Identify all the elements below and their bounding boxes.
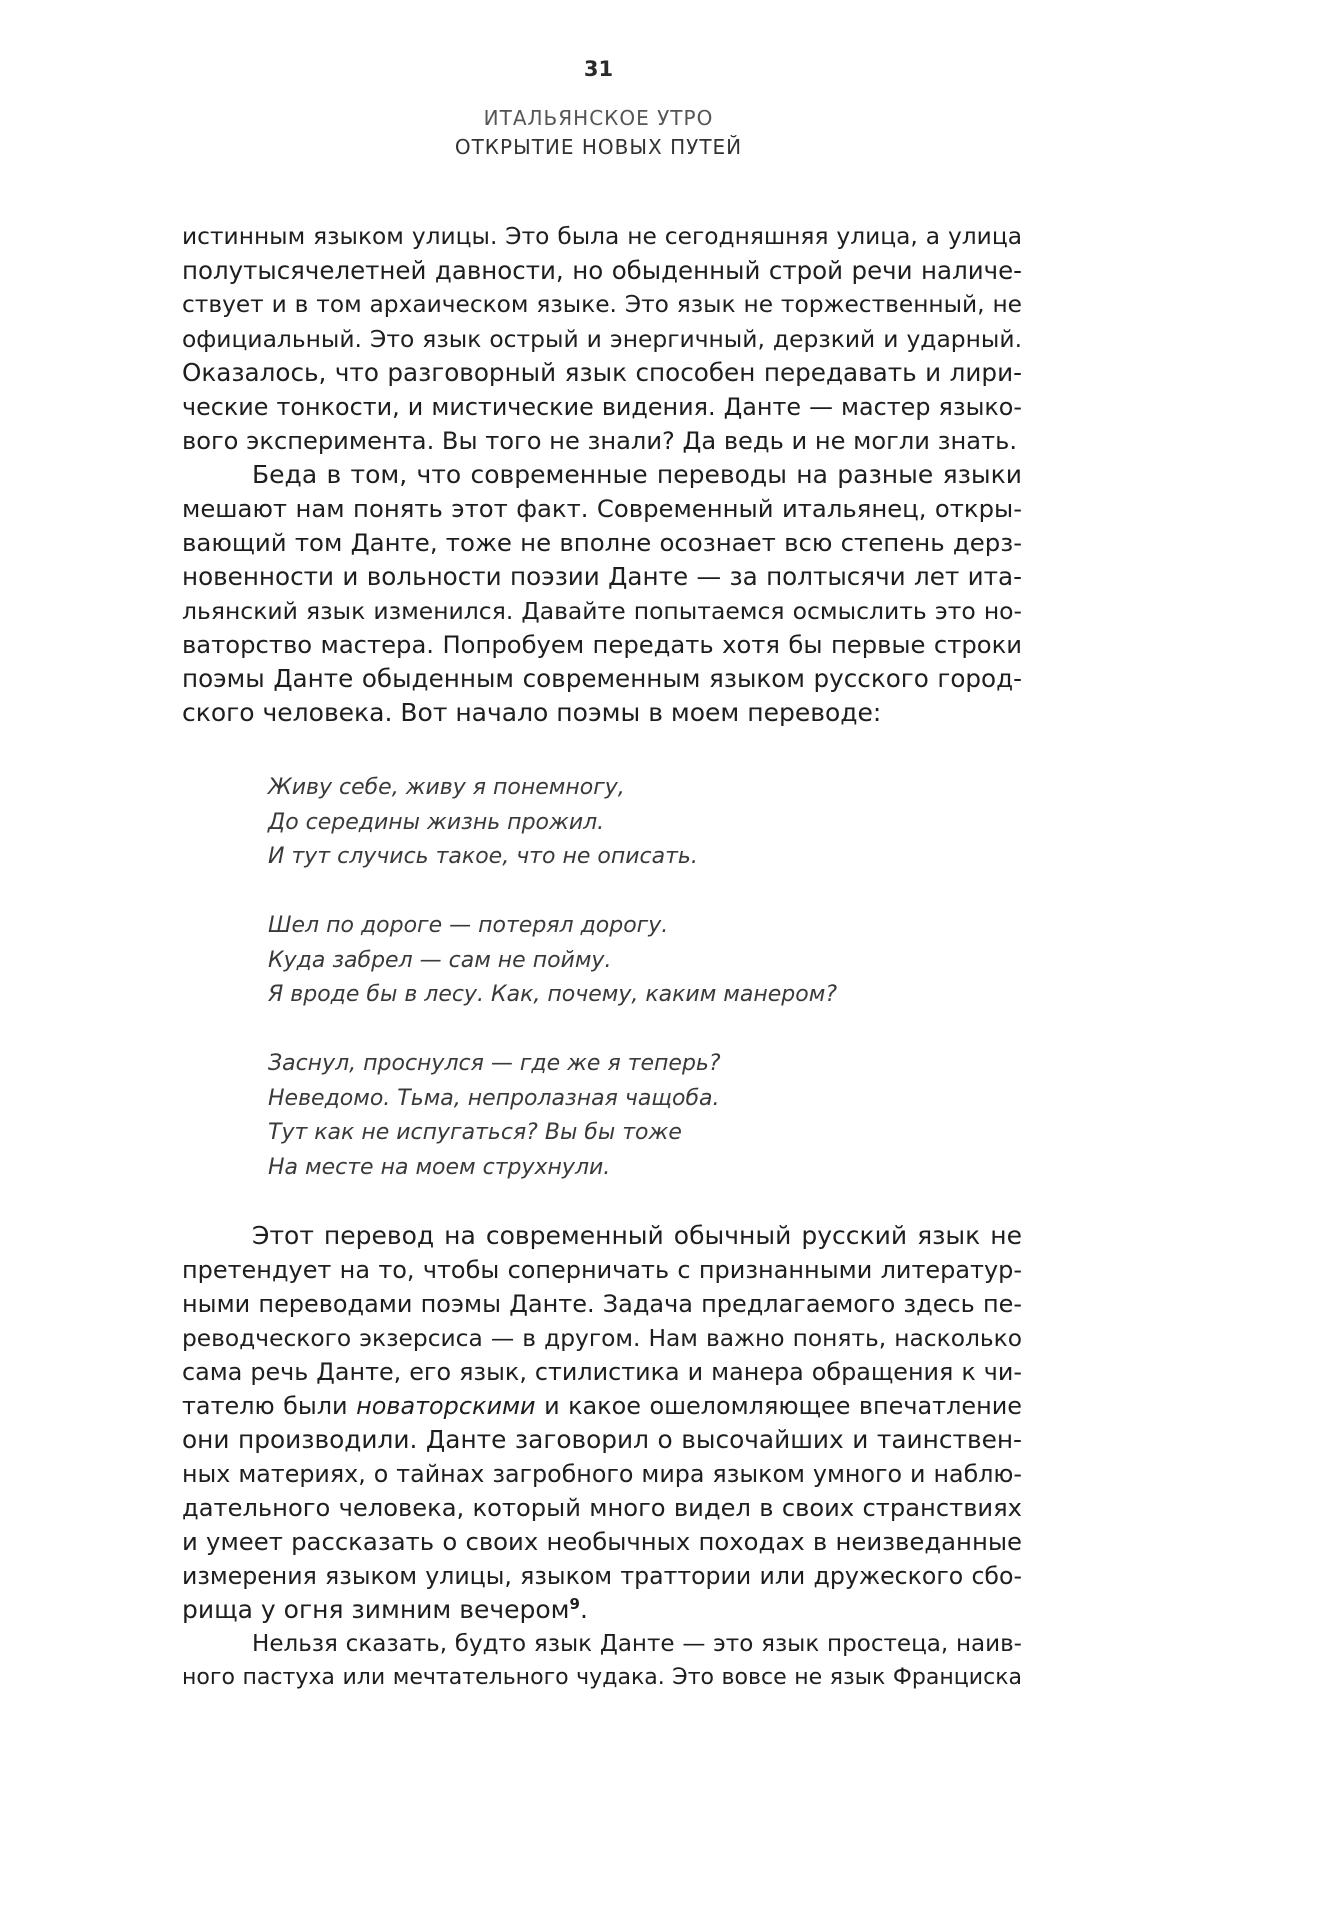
text-line: ными переводами поэмы Данте. Задача предлагаемого здесь пе-	[182, 1290, 1022, 1318]
text-line	[182, 1593, 1022, 1627]
running-head-section: ИТАЛЬЯНСКОЕ УТРО	[483, 106, 714, 130]
text-line: реводческого экзерсиса — в другом. Нам важно понять, насколько	[182, 1324, 1022, 1352]
text-line: ных материях, о тайнах загробного мира языком умного и наблю-	[182, 1460, 1022, 1488]
text-fragment: .	[579, 1595, 588, 1624]
text-line	[182, 1389, 1022, 1423]
text-line: Нельзя сказать, будто язык Данте — это язык простеца, наив-	[252, 1631, 1022, 1657]
poem-line: И тут случись такое, что не описать.	[268, 844, 698, 869]
text-fragment: рища у огня зимним вечером	[182, 1595, 570, 1624]
poem-line: Неведомо. Тьма, непролазная чащоба.	[268, 1085, 720, 1111]
poem-line: Живу себе, живу я понемногу,	[268, 775, 625, 800]
paragraph-2	[182, 458, 1022, 730]
running-head-chapter: ОТКРЫТИЕ НОВЫХ ПУТЕЙ	[454, 135, 743, 159]
poem-stanza-1	[268, 771, 698, 875]
text-line: вого эксперимента. Вы того не знали? Да ведь и не могли знать.	[182, 427, 1018, 455]
poem-line: На месте на моем струхнули.	[268, 1154, 611, 1180]
footnote-reference[interactable]: 9	[569, 1595, 580, 1613]
text-line: мешают нам понять этот факт. Современный итальянец, откры-	[182, 494, 1022, 523]
text-line: измерения языком улицы, языком траттории или дружеского сбо-	[182, 1562, 1022, 1590]
poem-line: Тут как не испугаться? Вы бы тоже	[268, 1120, 682, 1145]
text-line: ного пастуха или мечтательного чудака. Это вовсе не язык Франциска	[182, 1665, 1022, 1690]
poem-line: Куда забрел — сам не пойму.	[268, 947, 612, 973]
text-line: претендует на то, чтобы соперничать с признанными литератур-	[182, 1256, 1022, 1284]
poem-line: Шел по дороге — потерял дорогу.	[268, 913, 669, 938]
text-line: вающий том Данте, тоже не вполне осознает всю степень дерз-	[182, 528, 1022, 557]
text-line: Оказалось, что разговорный язык способен передавать и лири-	[182, 358, 1022, 387]
text-line: поэмы Данте обыденным современным языком русского город-	[182, 664, 1022, 693]
text-line: истинным языком улицы. Это была не сегодняшняя улица, а улица	[182, 223, 1022, 250]
text-line: ваторство мастера. Попробуем передать хотя бы первые строки	[182, 630, 1022, 659]
text-line: и умеет рассказать о своих необычных походах в неизведанные	[182, 1527, 1022, 1556]
text-line: Беда в том, что современные переводы на разные языки	[252, 460, 1022, 489]
poem-line: Заснул, проснулся — где же я теперь?	[268, 1051, 721, 1076]
text-line: дательного человека, который много видел в своих странствиях	[182, 1494, 1022, 1522]
poem-stanza-2	[268, 909, 837, 1013]
paragraph-4	[182, 1627, 1022, 1695]
poem-stanza-3	[268, 1047, 721, 1185]
text-line: ствует и в том архаическом языке. Это язык не торжественный, не	[182, 291, 1022, 318]
paragraph-3	[182, 1219, 1022, 1627]
text-line: сама речь Данте, его язык, стилистика и манера обращения к чи-	[182, 1358, 1022, 1386]
page-number: 31	[583, 57, 614, 81]
text-line: официальный. Это язык острый и энергичный, дерзкий и ударный.	[182, 325, 1022, 353]
poem-line: До середины жизнь прожил.	[268, 809, 605, 835]
text-line: льянский язык изменился. Давайте попытаемся осмыслить это но-	[182, 597, 1022, 625]
paragraph-1	[182, 220, 1022, 458]
emphasized-word: новаторскими	[356, 1392, 536, 1420]
text-line: новенности и вольности поэзии Данте — за полтысячи лет ита-	[182, 562, 1022, 591]
text-line: ского человека. Вот начало поэмы в моем переводе:	[182, 698, 882, 727]
text-line: ческие тонкости, и мистические видения. Данте — мастер языко-	[182, 393, 1022, 421]
text-line: полутысячелетней давности, но обыденный строй речи наличе-	[182, 256, 1022, 285]
text-line: Этот перевод на современный обычный русский язык не	[252, 1221, 1022, 1250]
poem-line: Я вроде бы в лесу. Как, почему, каким манером?	[268, 982, 837, 1007]
text-line: они производили. Данте заговорил о высочайших и таинствен-	[182, 1425, 1022, 1454]
text-fragment: тателю были	[182, 1392, 357, 1420]
text-fragment: и какое ошеломляющее впечатление	[535, 1392, 1022, 1420]
